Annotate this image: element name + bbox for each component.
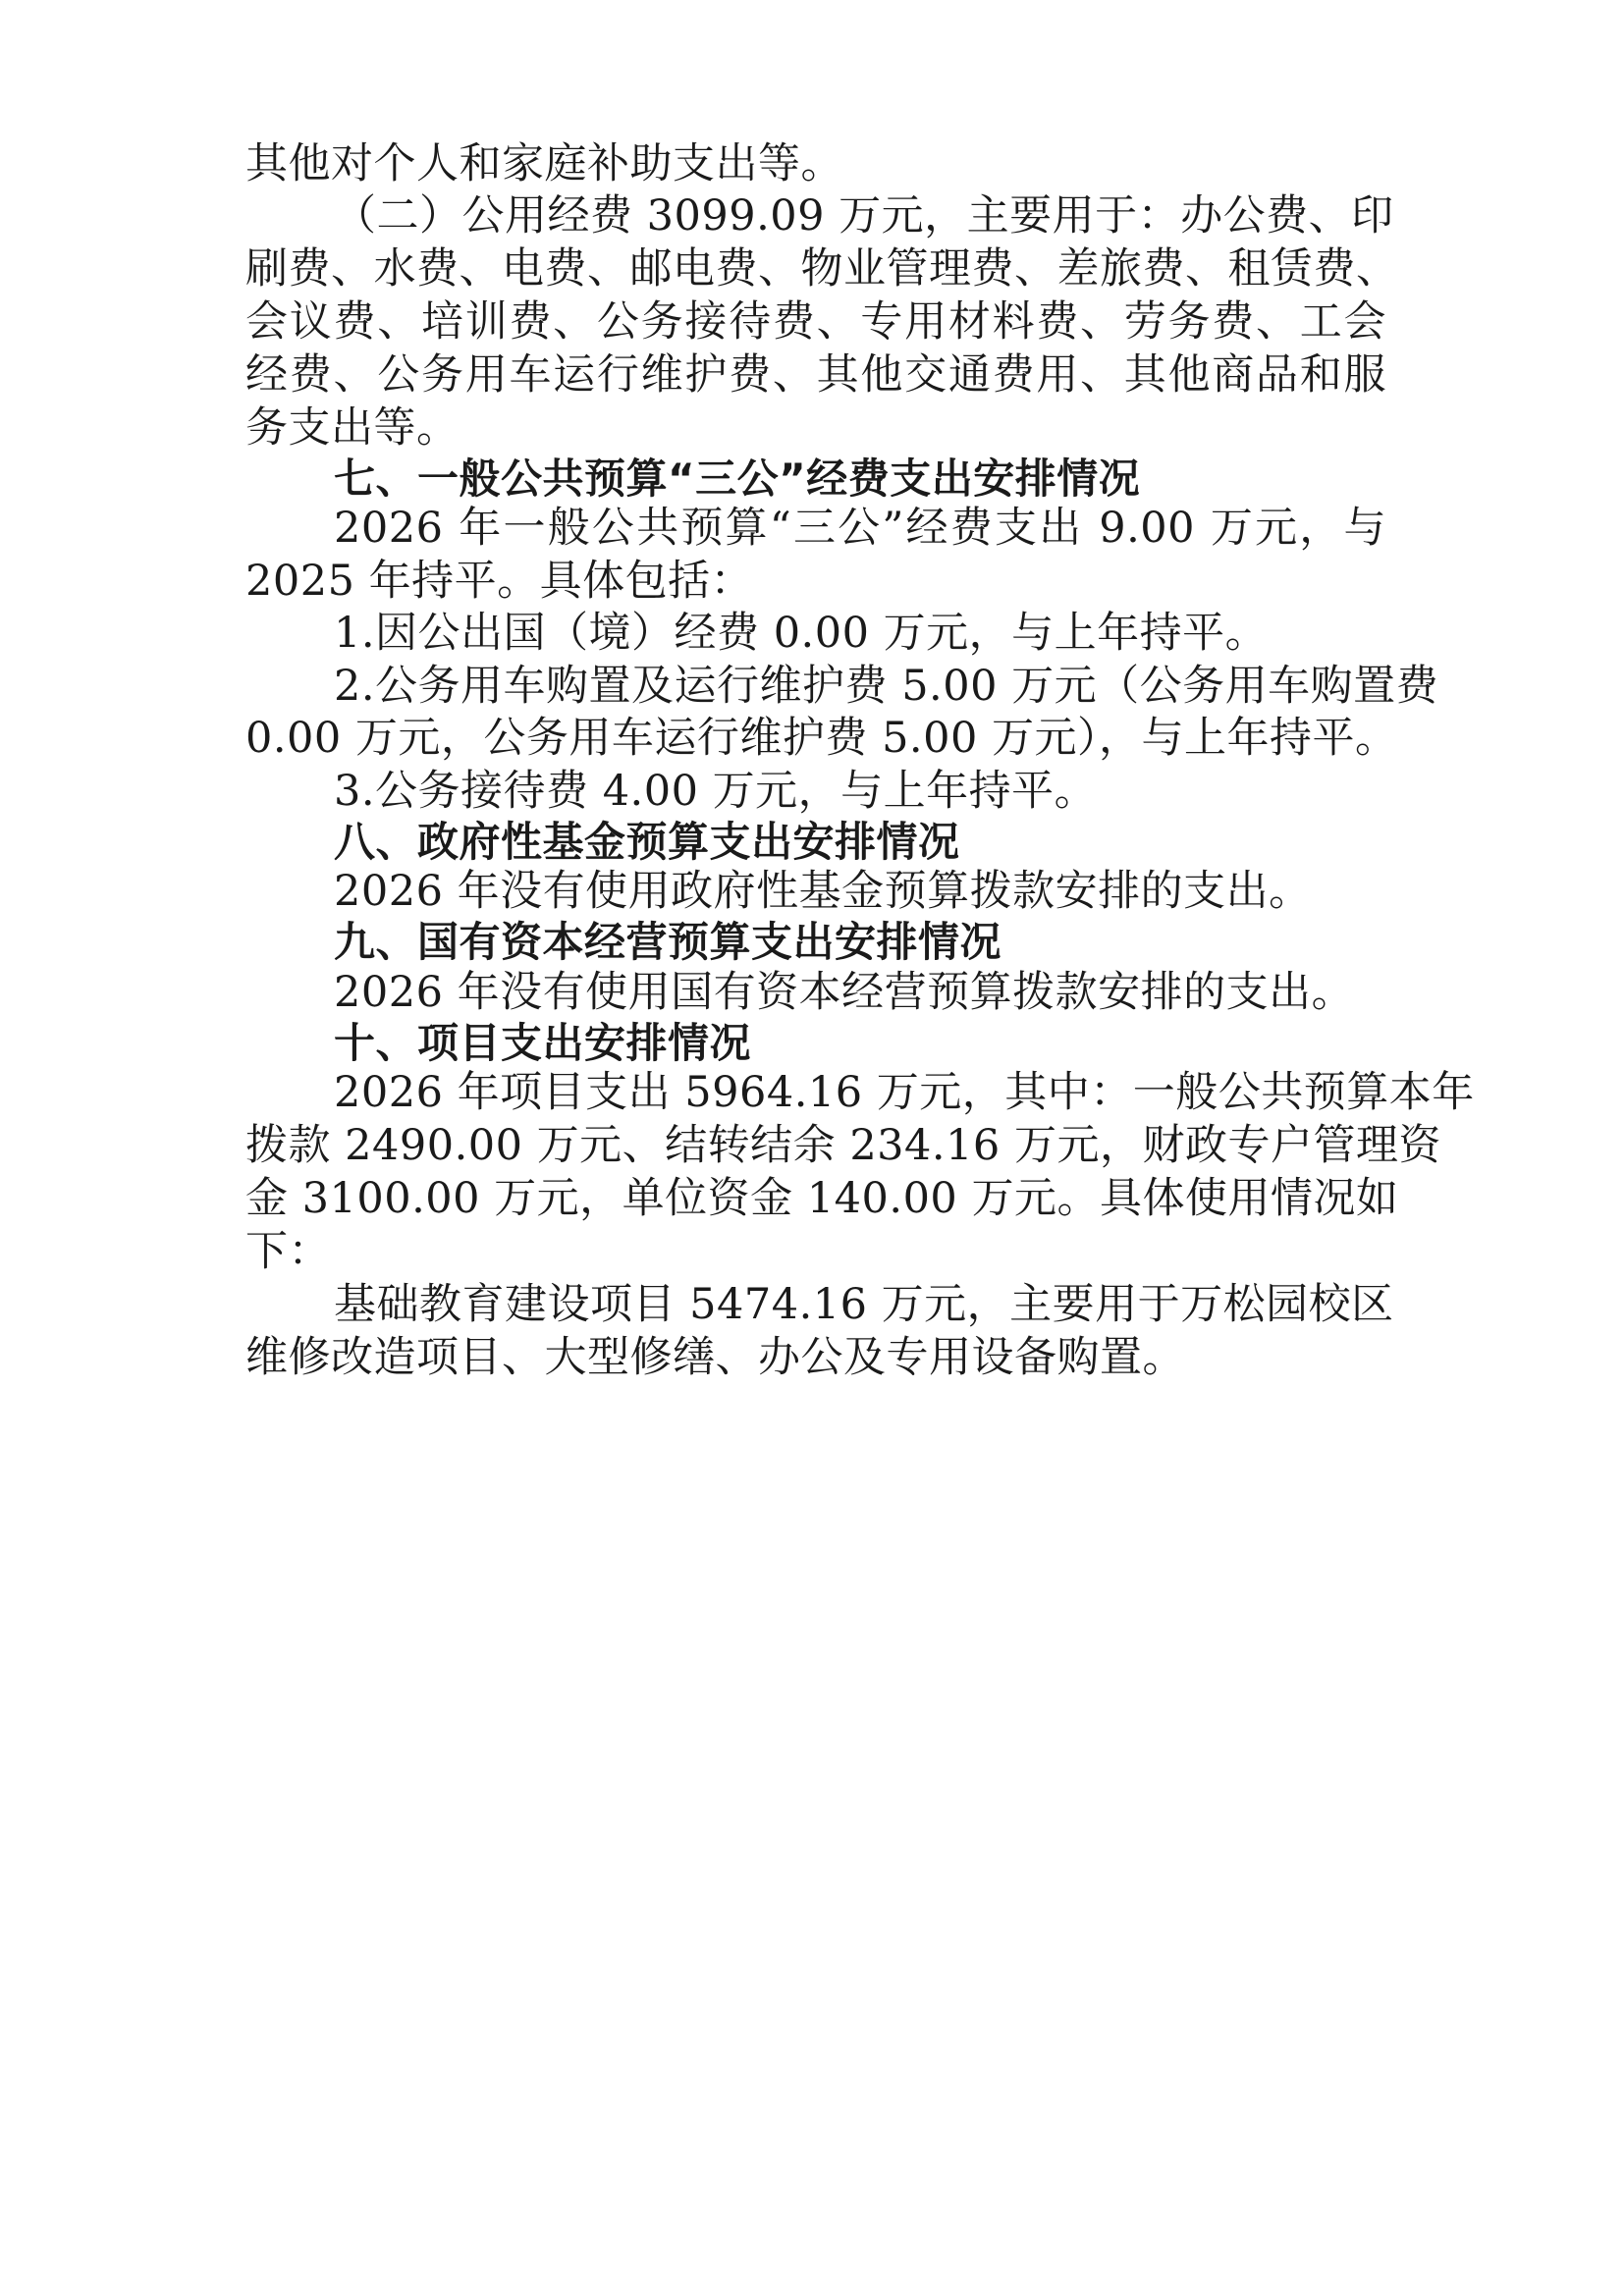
paragraph-line: 维修改造项目、大型修缮、办公及专用设备购置。 xyxy=(245,1333,1185,1382)
section-heading: 九、国有资本经营预算支出安排情况 xyxy=(334,918,1002,966)
paragraph-line: 3.公务接待费 4.00 万元，与上年持平。 xyxy=(334,767,1098,816)
paragraph-line: 拨款 2490.00 万元、结转结余 234.16 万元，财政专户管理资 xyxy=(245,1121,1441,1170)
paragraph-line: 金 3100.00 万元，单位资金 140.00 万元。具体使用情况如 xyxy=(245,1174,1399,1223)
paragraph-line: 2025 年持平。具体包括： xyxy=(245,557,754,606)
paragraph-line: 基础教育建设项目 5474.16 万元，主要用于万松园校区 xyxy=(334,1280,1394,1329)
paragraph-line: 其他对个人和家庭补助支出等。 xyxy=(245,139,843,188)
paragraph-line: 经费、公务用车运行维护费、其他交通费用、其他商品和服 xyxy=(245,350,1386,400)
paragraph-line: 2026 年项目支出 5964.16 万元，其中：一般公共预算本年 xyxy=(334,1068,1475,1117)
section-heading: 十、项目支出安排情况 xyxy=(334,1019,752,1067)
paragraph-line: 会议费、培训费、公务接待费、专用材料费、劳务费、工会 xyxy=(245,297,1386,347)
paragraph-line: 0.00 万元，公务用车运行维护费 5.00 万元），与上年持平。 xyxy=(245,714,1398,763)
paragraph-line: 2026 年没有使用政府性基金预算拨款安排的支出。 xyxy=(334,867,1312,916)
paragraph-line: 务支出等。 xyxy=(245,403,460,453)
paragraph-line: 1.因公出国（境）经费 0.00 万元，与上年持平。 xyxy=(334,609,1269,658)
paragraph-line: 2026 年一般公共预算“三公”经费支出 9.00 万元，与 xyxy=(334,504,1386,553)
paragraph-line: 2026 年没有使用国有资本经营预算拨款安排的支出。 xyxy=(334,968,1355,1017)
paragraph-line: 下： xyxy=(245,1227,331,1276)
section-heading: 七、一般公共预算“三公”经费支出安排情况 xyxy=(334,454,1141,503)
paragraph-line: 2.公务用车购置及运行维护费 5.00 万元（公务用车购置费 xyxy=(334,662,1439,711)
section-heading: 八、政府性基金预算支出安排情况 xyxy=(334,818,960,866)
paragraph-line: （二）公用经费 3099.09 万元，主要用于：办公费、印 xyxy=(334,191,1394,240)
paragraph-line: 刷费、水费、电费、邮电费、物业管理费、差旅费、租赁费、 xyxy=(245,244,1399,294)
